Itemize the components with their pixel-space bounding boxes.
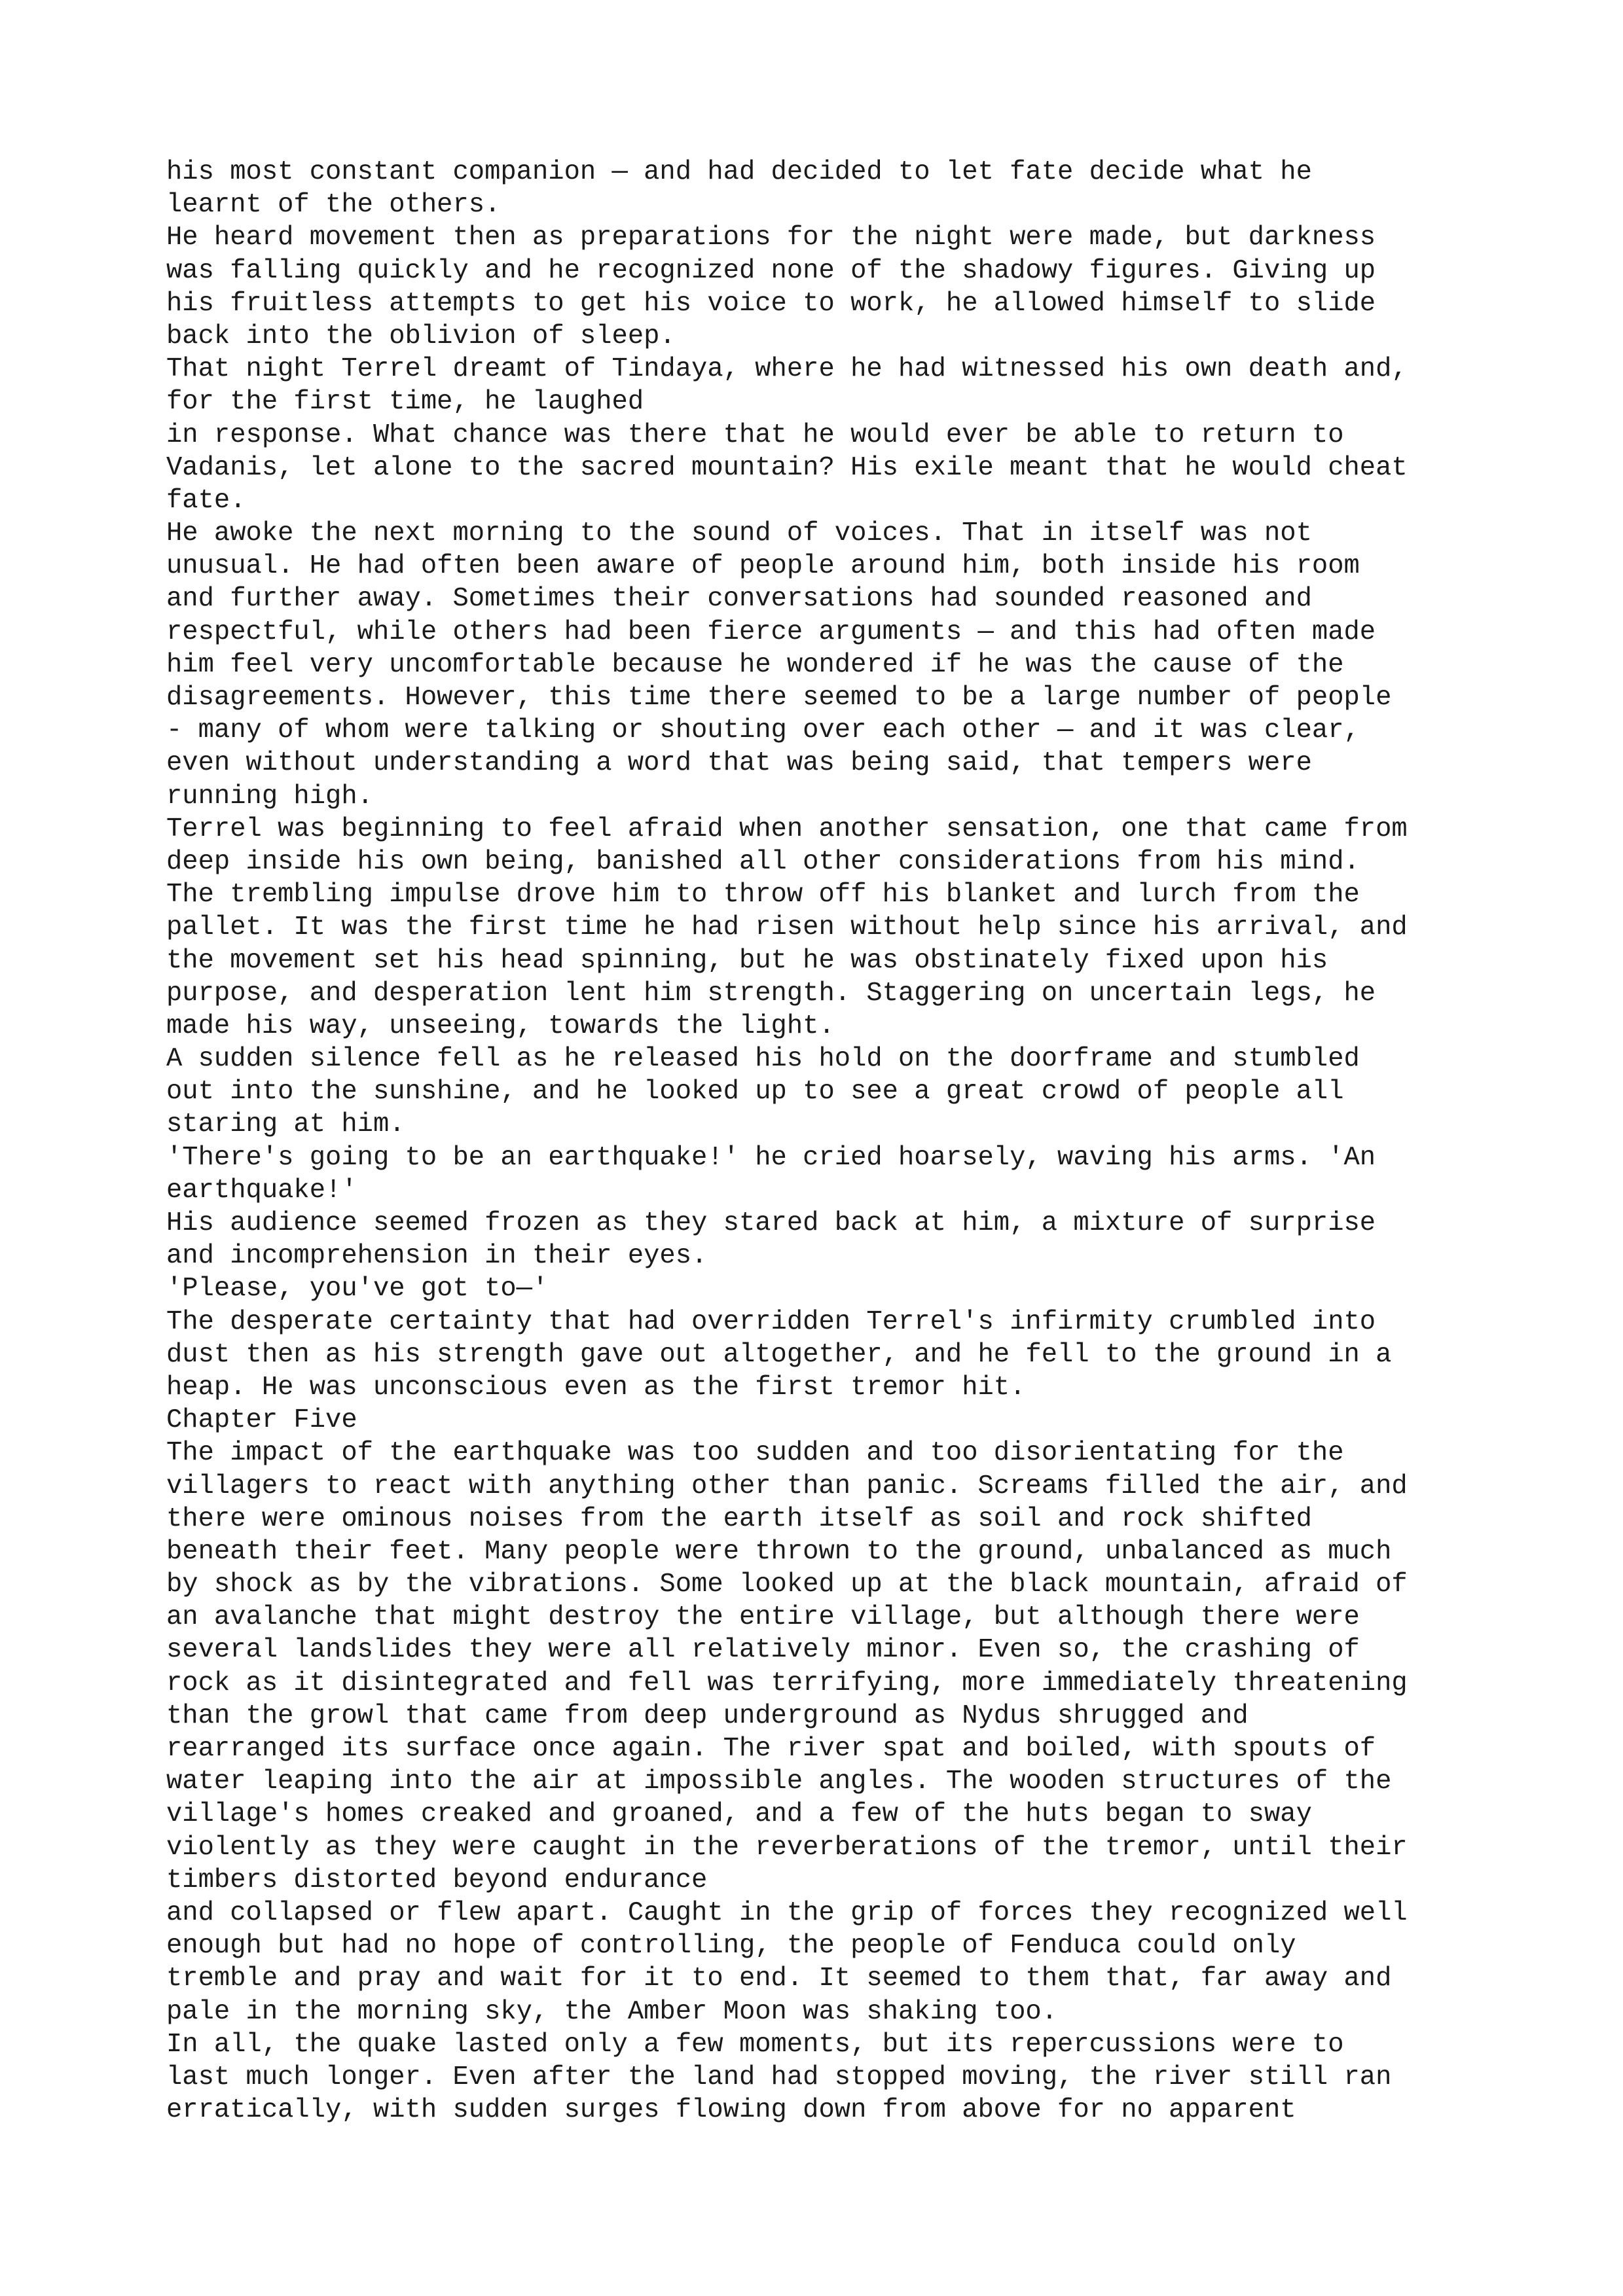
text-line: pallet. It was the first time he had risen without help since his arrival, and [166, 912, 1408, 943]
text-line: purpose, and desperation lent him strength. Staggering on uncertain legs, he [166, 978, 1376, 1009]
text-line: rock as it disintegrated and fell was terrifying, more immediately threatening [166, 1668, 1408, 1698]
text-line: - many of whom were talking or shouting over each other — and it was clear, [166, 715, 1360, 746]
text-line: pale in the morning sky, the Amber Moon was shaking too. [166, 1996, 1058, 2027]
text-line: several landslides they were all relatively minor. Even so, the crashing of [166, 1635, 1360, 1666]
text-line: violently as they were caught in the reverberations of the tremor, until their [166, 1832, 1408, 1863]
text-line: and further away. Sometimes their conversations had sounded reasoned and [166, 584, 1312, 615]
text-line: there were ominous noises from the earth itself as soil and rock shifted [166, 1503, 1312, 1534]
text-line: an avalanche that might destroy the entire village, but although there were [166, 1602, 1360, 1633]
text-line: and incomprehension in their eyes. [166, 1241, 708, 1272]
text-line: his most constant companion — and had decided to let fate decide what he [166, 157, 1312, 187]
text-line: learnt of the others. [166, 190, 501, 221]
text-line: disagreements. However, this time there seemed to be a large number of people [166, 683, 1392, 713]
text-line: unusual. He had often been aware of people around him, both inside his room [166, 551, 1360, 582]
text-line: enough but had no hope of controlling, the people of Fenduca could only [166, 1931, 1296, 1962]
text-line: rearranged its surface once again. The river spat and boiled, with spouts of [166, 1734, 1376, 1764]
text-line: village's homes creaked and groaned, and a few of the huts began to sway [166, 1799, 1312, 1830]
text-line: staring at him. [166, 1109, 405, 1140]
text-line: respectful, while others had been fierce arguments — and this had often made [166, 617, 1376, 647]
text-line: That night Terrel dreamt of Tindaya, where he had witnessed his own death and, [166, 354, 1408, 385]
text-line: In all, the quake lasted only a few moments, but its repercussions were to [166, 2029, 1344, 2060]
text-line: even without understanding a word that was being said, that tempers were [166, 748, 1312, 779]
text-line: the movement set his head spinning, but he was obstinately fixed upon his [166, 945, 1328, 976]
text-line: water leaping into the air at impossible angles. The wooden structures of the [166, 1767, 1392, 1797]
text-line: His audience seemed frozen as they stared back at him, a mixture of surprise [166, 1208, 1376, 1238]
text-line: was falling quickly and he recognized none of the shadowy figures. Giving up [166, 255, 1376, 286]
text-line: 'Please, you've got to—' [166, 1274, 549, 1304]
text-line: Chapter Five [166, 1405, 357, 1436]
text-line: Terrel was beginning to feel afraid when another sensation, one that came from [166, 814, 1408, 844]
text-line: in response. What chance was there that he would ever be able to return to [166, 420, 1344, 450]
text-line: He heard movement then as preparations for the night were made, but darkness [166, 223, 1376, 253]
text-line: Vadanis, let alone to the sacred mountain? His exile meant that he would cheat [166, 452, 1408, 483]
text-line: and collapsed or flew apart. Caught in the grip of forces they recognized well [166, 1897, 1408, 1928]
text-line: tremble and pray and wait for it to end. It seemed to them that, far away and [166, 1964, 1392, 1994]
text-line: heap. He was unconscious even as the first tremor hit. [166, 1372, 1026, 1403]
text-line: than the growl that came from deep underground as Nydus shrugged and [166, 1700, 1249, 1731]
text-line: He awoke the next morning to the sound of voices. That in itself was not [166, 518, 1312, 549]
text-line: A sudden silence fell as he released his hold on the doorframe and stumbled [166, 1044, 1360, 1075]
text-line: timbers distorted beyond endurance [166, 1865, 708, 1895]
text-line: erratically, with sudden surges flowing down from above for no apparent [166, 2095, 1296, 2126]
text-line: deep inside his own being, banished all other considerations from his mind. [166, 846, 1360, 877]
text-line: him feel very uncomfortable because he wondered if he was the cause of the [166, 649, 1344, 680]
text-line: beneath their feet. Many people were thrown to the ground, unbalanced as much [166, 1536, 1392, 1567]
text-line: running high. [166, 781, 373, 812]
text-line: out into the sunshine, and he looked up to see a great crowd of people all [166, 1077, 1344, 1107]
text-line: by shock as by the vibrations. Some looked up at the black mountain, afraid of [166, 1570, 1408, 1600]
text-line: fate. [166, 485, 246, 516]
text-line: The trembling impulse drove him to throw off his blanket and lurch from the [166, 880, 1360, 910]
text-line: last much longer. Even after the land had stopped moving, the river still ran [166, 2062, 1392, 2092]
body-text [166, 156, 1476, 2126]
text-line: back into the oblivion of sleep. [166, 321, 676, 351]
text-line: his fruitless attempts to get his voice to work, he allowed himself to slide [166, 288, 1376, 319]
text-line: The desperate certainty that had overridden Terrel's infirmity crumbled into [166, 1306, 1376, 1337]
text-line: 'There's going to be an earthquake!' he cried hoarsely, waving his arms. 'An [166, 1142, 1376, 1173]
text-line: earthquake!' [166, 1175, 357, 1206]
text-line: made his way, unseeing, towards the light. [166, 1011, 835, 1041]
text-line: The impact of the earthquake was too sudden and too disorientating for the [166, 1438, 1344, 1469]
text-line: villagers to react with anything other than panic. Screams filled the air, and [166, 1471, 1408, 1501]
text-line: for the first time, he laughed [166, 387, 644, 418]
text-line: dust then as his strength gave out altogether, and he fell to the ground in a [166, 1339, 1392, 1370]
